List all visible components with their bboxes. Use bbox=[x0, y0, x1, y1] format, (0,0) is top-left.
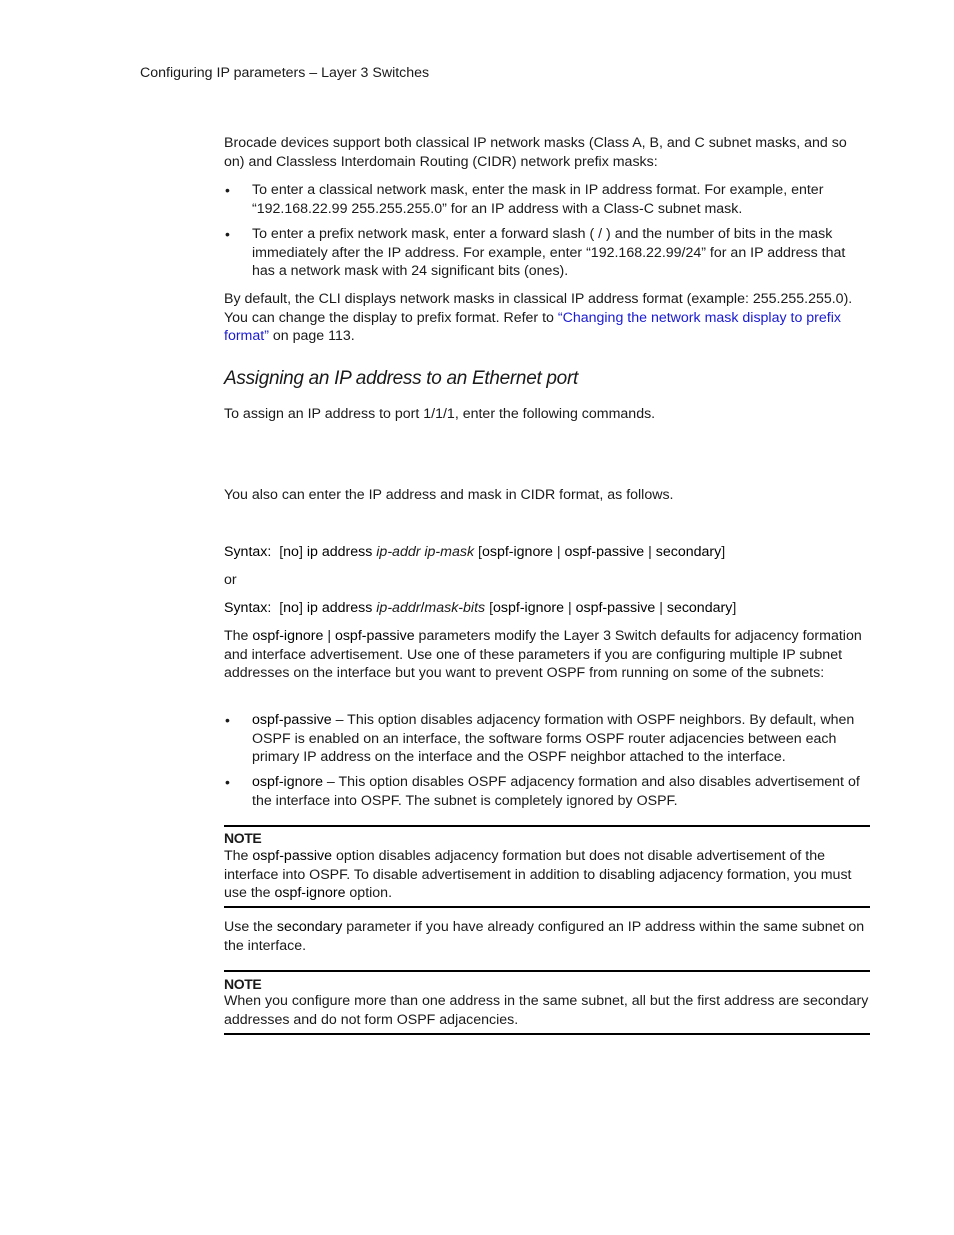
syntax-line bbox=[224, 599, 736, 618]
bracket: ] bbox=[732, 600, 737, 616]
note-top-rule bbox=[224, 825, 870, 827]
separator: | bbox=[567, 600, 572, 616]
keyword-secondary: secondary bbox=[666, 600, 733, 616]
keyword-ospf-passive: ospf-passive bbox=[564, 544, 645, 560]
keyword-ospf-ignore: ospf-ignore bbox=[252, 628, 324, 644]
parameters-paragraph bbox=[224, 627, 870, 683]
bracket: [ bbox=[478, 544, 482, 560]
slash: / bbox=[420, 600, 425, 616]
syntax-argument: ip-addr bbox=[376, 600, 421, 616]
bullet-text bbox=[252, 773, 868, 810]
bullet-text: To enter a prefix network mask, enter a forward slash ( / ) and the number of bits in the mask immediately after the IP address. For example, enter “192.168.22.99/24” for an IP address that has a network mask with 24 significant bits (ones). bbox=[252, 226, 846, 280]
bullet-description: – This option disables adjacency formation with OSPF neighbors. By default, when OSPF is enabled on an interface, the software forms OSPF router adjacencies between each primary IP address on the interface and the OSPF neighbor attached to the interface. bbox=[252, 712, 855, 766]
keyword-ospf-ignore: ospf-ignore bbox=[252, 774, 323, 790]
bracket: ] bbox=[298, 600, 303, 616]
note-label: NOTE bbox=[224, 976, 262, 992]
note-bottom-rule bbox=[224, 1033, 870, 1035]
keyword-ospf-ignore: ospf-ignore bbox=[481, 544, 553, 560]
keyword-ospf-passive: ospf-passive bbox=[252, 712, 332, 728]
bracket: [ bbox=[489, 600, 494, 616]
syntax-label: Syntax: bbox=[224, 600, 272, 616]
bracket: [ bbox=[279, 600, 284, 616]
paragraph-text: Use the bbox=[224, 919, 277, 935]
assign-paragraph: To assign an IP address to port 1/1/1, enter the following commands. bbox=[224, 406, 656, 422]
note-text: When you configure more than one address in the same subnet, all but the first address are secondary addresses and do not form OSPF adjacencies. bbox=[224, 993, 869, 1028]
keyword-ospf-passive: ospf-passive bbox=[575, 600, 656, 616]
paragraph-text: option disables adjacency formation but does not disable advertisement of the interface into OSPF. To disable advertisement in addition to disabling adjacency formation, you must use the bbox=[224, 848, 852, 902]
note-top-rule bbox=[224, 970, 870, 972]
keyword-no: no bbox=[283, 600, 299, 616]
bullet-text bbox=[252, 711, 868, 767]
separator: | bbox=[648, 544, 652, 560]
keyword-ospf-passive: ospf-passive bbox=[334, 628, 415, 644]
or-text: or bbox=[224, 572, 237, 588]
paragraph-text: The bbox=[224, 628, 253, 644]
bullet-icon: • bbox=[225, 226, 230, 242]
paragraph-text: By default, the CLI displays network masks in classical IP address format (example: 255.255.255.0). You can change the display to prefix format. Refer to bbox=[224, 291, 853, 326]
paragraph-text: parameters modify the Layer 3 Switch defaults for adjacency formation and interface advertisement. Use one of these parameters if you are configuring multiple IP subnet addresses on the interface but you want to prevent OSPF from running on some of the subnets: bbox=[224, 628, 862, 682]
keyword-ip-address: ip address bbox=[306, 600, 373, 616]
paragraph-text: parameter if you have already configured an IP address within the same subnet on the interface. bbox=[224, 919, 865, 954]
paragraph-text: The bbox=[224, 848, 253, 864]
separator: | bbox=[556, 544, 561, 560]
bracket: [ bbox=[279, 544, 284, 560]
syntax-argument: mask-bits bbox=[424, 600, 486, 616]
cidr-paragraph: You also can enter the IP address and mask in CIDR format, as follows. bbox=[224, 487, 674, 503]
note-text bbox=[224, 847, 870, 903]
keyword-secondary: secondary bbox=[276, 919, 343, 935]
paragraph-text: on page 113. bbox=[268, 328, 355, 345]
keyword-ospf-ignore: ospf-ignore bbox=[274, 885, 346, 902]
keyword-ospf-passive: ospf-passive bbox=[252, 848, 333, 864]
bullet-icon: • bbox=[225, 182, 230, 198]
bullet-icon: • bbox=[225, 712, 230, 728]
keyword-ip-address: ip address bbox=[306, 544, 373, 560]
keyword-secondary: secondary bbox=[655, 544, 722, 560]
bullet-icon: • bbox=[225, 774, 230, 790]
note-bottom-rule bbox=[224, 906, 870, 908]
running-header: Configuring IP parameters – Layer 3 Switches bbox=[140, 65, 430, 81]
separator: | bbox=[323, 628, 335, 644]
keyword-ospf-ignore: ospf-ignore bbox=[493, 600, 564, 616]
cross-reference-link[interactable]: “Changing the network mask display to prefix format” bbox=[224, 309, 841, 345]
syntax-arguments: ip-addr ip-mask bbox=[376, 544, 475, 560]
intro-paragraph: Brocade devices support both classical IP network masks (Class A, B, and C subnet masks, and so on) and Classless Interdomain Routing (CIDR) network prefix masks: bbox=[224, 135, 847, 170]
section-heading: Assigning an IP address to an Ethernet port bbox=[224, 368, 578, 389]
bullet-description: – This option disables OSPF adjacency formation and also disables advertisement of the interface into OSPF. The subnet is completely ignored by OSPF. bbox=[252, 774, 860, 809]
separator: | bbox=[659, 600, 663, 616]
syntax-label: Syntax: bbox=[224, 544, 272, 560]
default-display-paragraph bbox=[224, 290, 870, 346]
bracket: ] bbox=[298, 544, 303, 560]
keyword-no: no bbox=[283, 544, 299, 560]
bullet-text: To enter a classical network mask, enter the mask in IP address format. For example, enter “192.168.22.99 255.255.255.0” for an IP address with a Class-C subnet mask. bbox=[252, 182, 824, 217]
paragraph-text: option. bbox=[345, 885, 393, 902]
secondary-paragraph bbox=[224, 918, 870, 955]
bracket: ] bbox=[721, 544, 726, 560]
syntax-line bbox=[224, 543, 725, 562]
note-label: NOTE bbox=[224, 830, 262, 846]
